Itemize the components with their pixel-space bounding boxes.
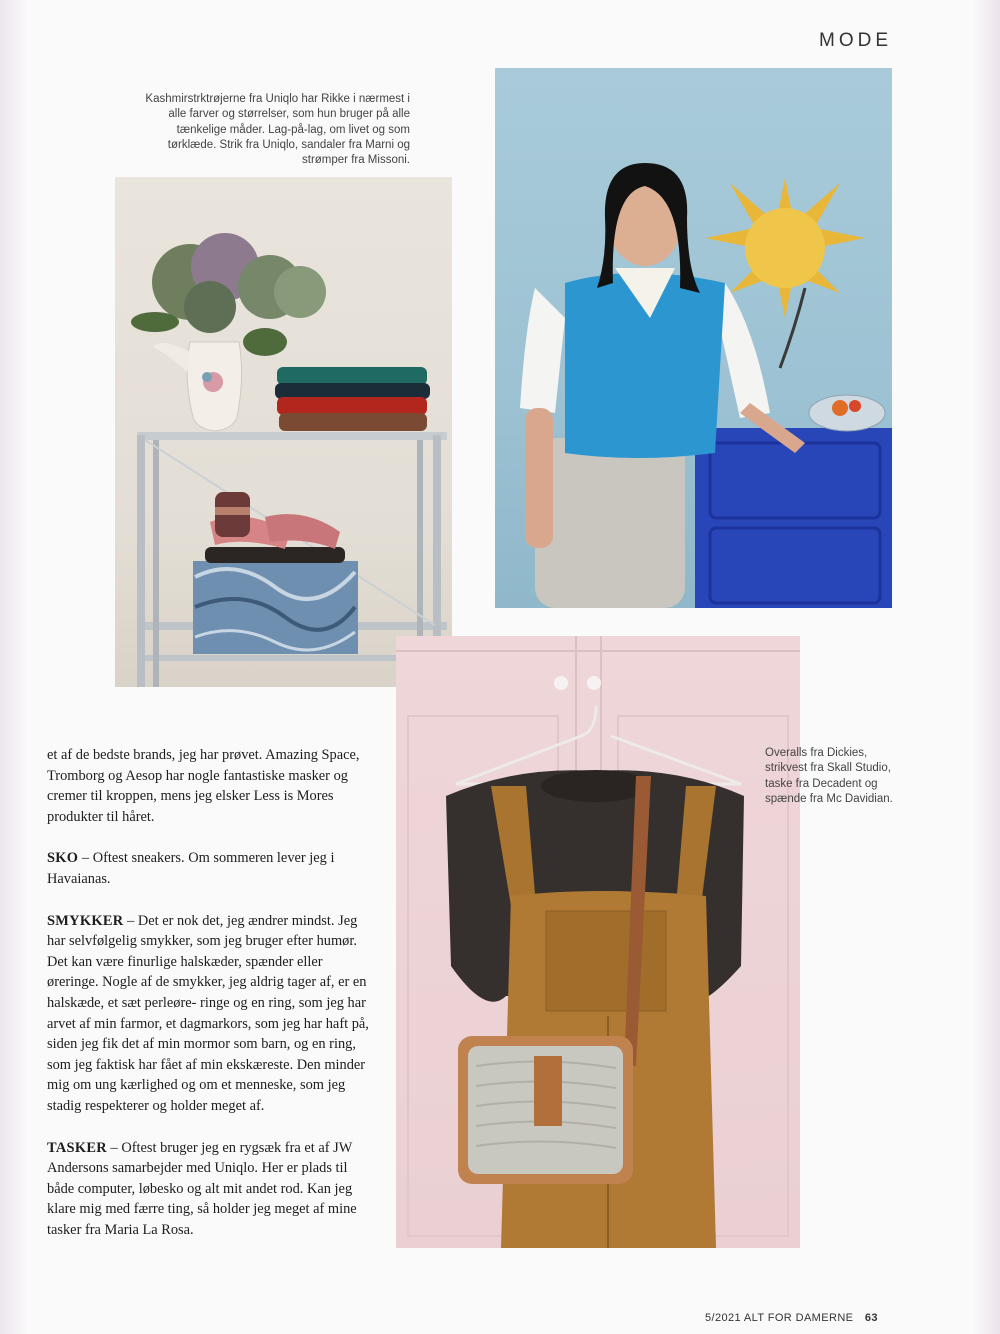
folded-sweaters: [275, 367, 430, 431]
blue-cabinet: [695, 428, 892, 608]
marbled-box: [193, 561, 358, 654]
article-section-bags: [47, 1138, 372, 1241]
portrait-illustration: [495, 68, 892, 608]
issue-number: 5/2021: [705, 1312, 742, 1324]
section-heading: SKO: [47, 850, 79, 867]
section-heading: SMYKKER: [47, 912, 124, 929]
overalls-illustration: [396, 636, 800, 1248]
article-section-jewelry: [47, 911, 372, 1117]
photo-portrait: [495, 68, 892, 608]
glass-bowl: [809, 395, 885, 431]
magazine-name: ALT FOR DAMERNE: [743, 1312, 854, 1324]
shelf-illustration: [115, 177, 452, 687]
page-edge-right: [972, 0, 1000, 1334]
hydrangeas: [131, 233, 326, 356]
page-footer: [705, 1312, 878, 1324]
article-intro: et af de bedste brands, jeg har prøvet. Amazing Space, Tromborg og Aesop har nogle fantastiske masker og cremer til kroppen, mens jeg elsker Less is Mores produkter til håret.: [47, 747, 360, 825]
caption-overalls: Overalls fra Dickies, strikvest fra Skall Studio, taske fra Decadent og spænde fra Mc Davidian.: [765, 747, 893, 805]
section-text: – Det er nok det, jeg ændrer mindst. Jeg har selvfølgelig smykker, som jeg bruger efter humør. Det kan være finurlige halskæder, spænder eller øreringe. Nogle af de smykker, jeg aldrig tager af, er en halskæde, et sæt perleøre- ringe og en ring, som jeg har arvet af min farmor, et dagmarkors, som jeg har haft på, siden jeg fik det af min mormor som barn, og en ring, som jeg faktisk har fået af min ekskæreste. Den minder mig om ung kærlighed og om et menneske, som jeg stadig respekterer og holder meget af.: [47, 912, 369, 1114]
sandals: [205, 492, 345, 563]
crossbody-bag: [458, 1036, 633, 1184]
article-section-shoes: [47, 848, 372, 889]
photo-shelf: [115, 177, 452, 687]
section-heading: TASKER: [47, 1139, 107, 1156]
page-number: 63: [864, 1312, 878, 1324]
article-body: [47, 745, 372, 1261]
page-edge-left: [0, 0, 28, 1334]
caption-shelf: Kashmirstrktrøjerne fra Uniqlo har Rikke i nærmest i alle farver og størrelser, som hun bruger på alle tænkelige måder. Lag-på-lag, om livet og som tørklæde. Strik fra Uniqlo, sandaler fra Marni og strømper fra Missoni.: [145, 93, 410, 167]
section-label: MODE: [819, 30, 892, 51]
section-text: – Oftest bruger jeg en rygsæk fra et af JW Andersons samarbejder med Uniqlo. Her er plads til både computer, løbesko og alt mit andet rod. Kan jeg klare mig med færre ting, så holder jeg meget af mine tasker fra Maria La Rosa.: [47, 1139, 357, 1238]
flower-vase: [153, 342, 242, 431]
photo-overalls: [396, 636, 800, 1248]
section-text: – Oftest sneakers. Om sommeren lever jeg i Havaianas.: [47, 850, 335, 887]
